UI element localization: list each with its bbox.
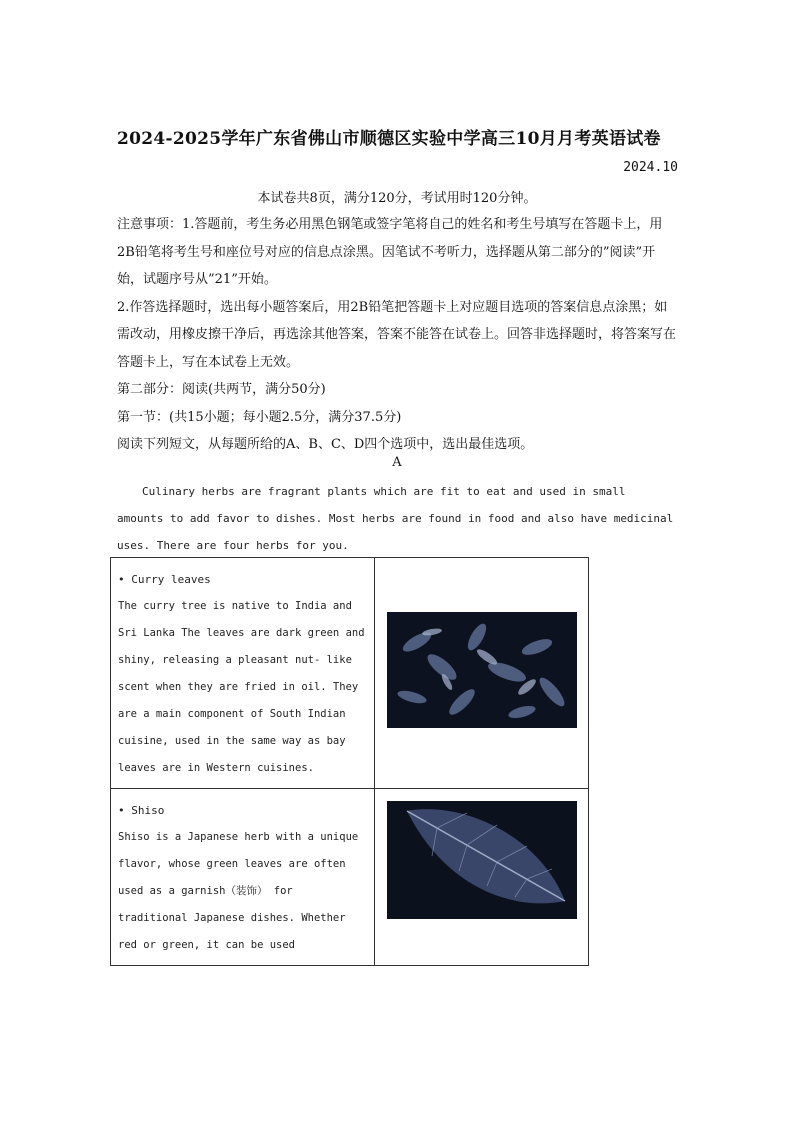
document-title: 2024-2025学年广东省佛山市顺德区实验中学高三10月月考英语试卷 xyxy=(117,129,661,149)
instructions xyxy=(117,211,677,459)
table-row xyxy=(111,558,589,789)
herb-image-cell xyxy=(375,789,589,966)
passage-intro-text: Culinary herbs are fragrant plants which are fit to eat and used in small amounts to add favor to dishes. Most herbs are found in food and also have medicinal uses. There are four herbs for you. xyxy=(117,485,674,552)
section-one-heading: 第一节：(共15小题；每小题2.5分，满分37.5分) xyxy=(117,409,402,425)
note-1: 注意事项：1.答题前，考生务必用黑色钢笔或签字笔将自己的姓名和考生号填写在答题卡上，用2B铅笔将考生号和座位号对应的信息点涂黑。因笔试不考听力，选择题从第二部分的”阅读”开始，试题序号从”21”开始。 xyxy=(117,217,663,287)
herb-name: • Curry leaves xyxy=(118,573,211,586)
herb-image-cell xyxy=(375,558,589,789)
passage-label: A xyxy=(392,455,402,470)
herb-description: Shiso is a Japanese herb with a unique flavor, whose green leaves are often used as a garnish（装饰） for traditional Japanese dishes. Whether red or green, it can be used xyxy=(118,831,359,951)
exam-info: 本试卷共8页，满分120分，考试用时120分钟。 xyxy=(257,191,537,206)
passage-intro xyxy=(117,478,677,559)
herb-description: The curry tree is native to India and Sri Lanka The leaves are dark green and shiny, releasing a pleasant nut- like scent when they are fried in oil. They are a main component of South Indian cuisine, used in the same way as bay leaves are in Western cuisines. xyxy=(118,600,365,774)
herbs-table xyxy=(110,557,589,966)
curry-leaves-photo xyxy=(387,612,577,728)
herb-name: • Shiso xyxy=(118,804,165,817)
part-two-heading: 第二部分：阅读(共两节，满分50分) xyxy=(117,382,326,397)
exam-date: 2024.10 xyxy=(623,160,678,175)
herb-text-cell xyxy=(111,558,375,789)
reading-direction: 阅读下列短文，从每题所给的A、B、C、D四个选项中，选出最佳选项。 xyxy=(117,437,534,452)
herb-text-cell xyxy=(111,789,375,966)
shiso-leaf-photo xyxy=(387,801,577,919)
note-2: 2.作答选择题时，选出每小题答案后，用2B铅笔把答题卡上对应题目选项的答案信息点涂黑；如需改动，用橡皮擦干净后，再选涂其他答案，答案不能答在试卷上。回答非选择题时，将答案写在答题卡上，写在本试卷上无效。 xyxy=(117,299,677,370)
table-row xyxy=(111,789,589,966)
